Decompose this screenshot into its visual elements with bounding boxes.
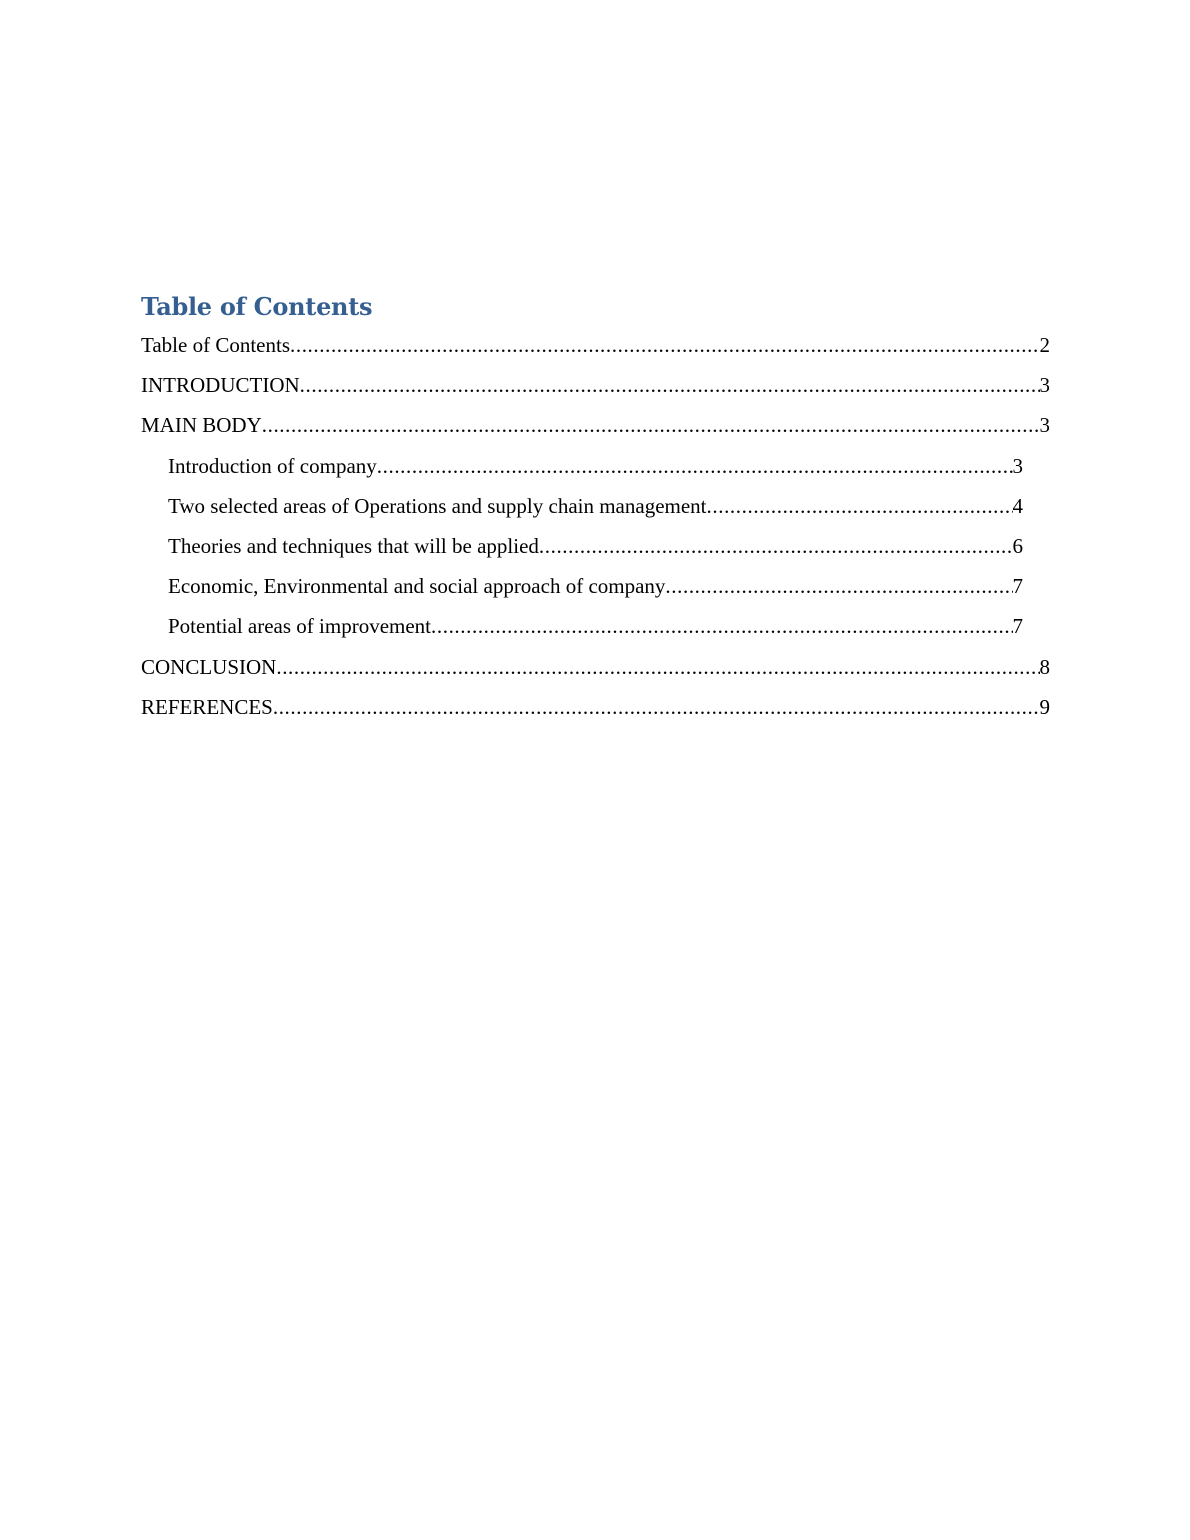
dot-leader (262, 411, 1040, 439)
toc-entry-economic-environmental-social[interactable] (0, 571, 1190, 611)
dot-leader (665, 572, 1012, 600)
toc-entry-page-number[interactable]: 2 (1039, 333, 1050, 357)
toc-entry-label[interactable]: MAIN BODY (141, 413, 262, 438)
toc-entry-page-number[interactable]: 3 (1039, 413, 1050, 438)
toc-entry-label[interactable]: CONCLUSION (141, 654, 277, 679)
toc-entry-label[interactable]: Introduction of company (168, 453, 377, 478)
toc-entry-potential-improvement[interactable] (0, 611, 1190, 651)
toc-entry-page-number[interactable]: 3 (1012, 453, 1023, 478)
dot-leader (539, 532, 1013, 560)
toc-entry-table-of-contents[interactable] (0, 330, 1190, 370)
toc-entry-page-number[interactable]: 7 (1012, 574, 1023, 599)
toc-entry-label[interactable]: REFERENCES (141, 694, 273, 719)
toc-entry-page-number[interactable]: 6 (1012, 533, 1023, 558)
toc-entry-page-number[interactable]: 4 (1012, 493, 1023, 518)
toc-entry-page-number[interactable]: 7 (1012, 614, 1023, 639)
toc-entry-page-number[interactable]: 3 (1039, 373, 1050, 398)
toc-heading: Table of Contents (141, 292, 373, 321)
toc-entry-label[interactable]: Theories and techniques that will be applied (168, 533, 539, 558)
toc-entry-introduction-of-company[interactable] (0, 451, 1190, 491)
toc-entry-label[interactable]: INTRODUCTION (141, 373, 300, 398)
dot-leader (431, 612, 1012, 640)
toc-entry-references[interactable] (0, 692, 1190, 732)
toc-entry-label[interactable]: Potential areas of improvement (168, 614, 432, 639)
dot-leader (273, 693, 1040, 721)
toc-entry-introduction[interactable] (0, 370, 1190, 410)
toc-entry-operations-supply-chain[interactable] (0, 491, 1190, 531)
dot-leader (707, 492, 1013, 520)
dot-leader (276, 653, 1039, 681)
toc-entry-conclusion[interactable] (0, 652, 1190, 692)
dot-leader (377, 452, 1013, 480)
toc-entry-label[interactable]: Table of Contents (141, 333, 290, 357)
table-of-contents (0, 330, 1190, 732)
toc-entry-page-number[interactable]: 8 (1039, 654, 1050, 679)
toc-entry-page-number[interactable]: 9 (1039, 694, 1050, 719)
toc-entry-main-body[interactable] (0, 410, 1190, 450)
dot-leader (300, 371, 1040, 399)
toc-entry-theories-techniques[interactable] (0, 531, 1190, 571)
toc-entry-label[interactable]: Economic, Environmental and social approach of company (168, 574, 666, 599)
toc-entry-label[interactable]: Two selected areas of Operations and supply chain management (168, 493, 707, 518)
dot-leader (290, 331, 1040, 359)
